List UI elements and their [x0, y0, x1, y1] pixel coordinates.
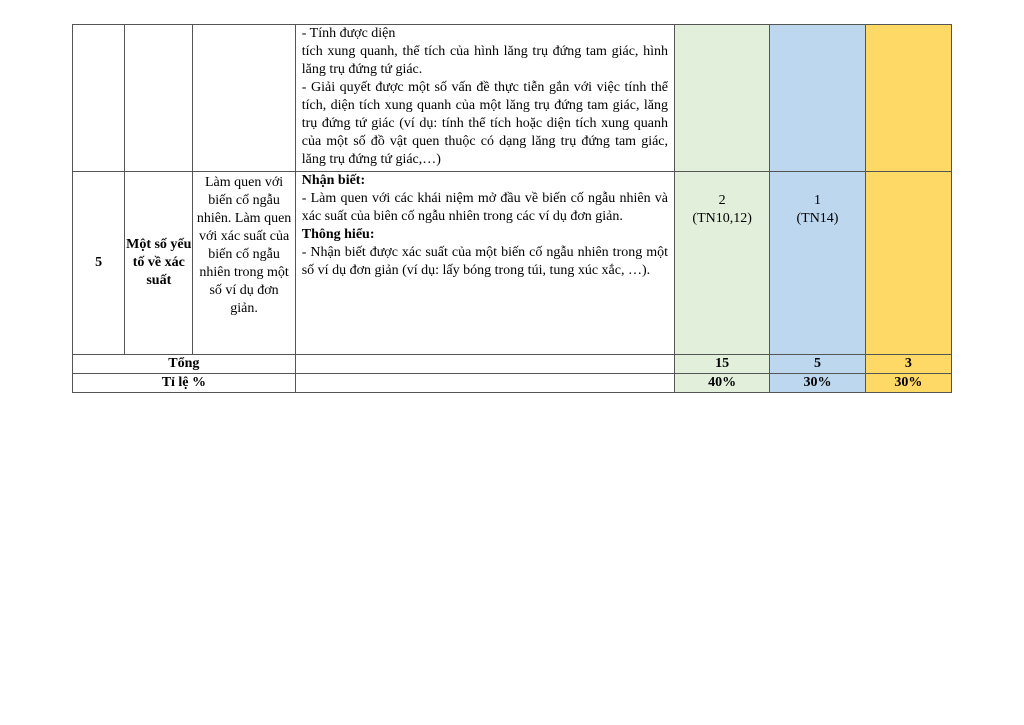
requirement-line: - Nhận biết được xác suất của một biến cố ngẫu nhiên trong một số ví dụ đơn giản (ví dụ: lấy bóng trong túi, tung xúc xắc, …). — [301, 245, 669, 278]
level3-cell — [865, 172, 951, 355]
level1-cell — [675, 25, 770, 172]
total-label: Tổng — [73, 355, 296, 374]
percent-level1: 40% — [675, 374, 770, 393]
requirement-line: tích xung quanh, thể tích của hình lăng trụ đứng tam giác, hình lăng trụ đứng tứ giác. — [301, 44, 669, 77]
matrix-table — [72, 24, 952, 393]
level1-count: 2 — [718, 193, 726, 208]
total-level3: 3 — [865, 355, 951, 374]
level2-cell — [770, 172, 865, 355]
total-level1: 15 — [675, 355, 770, 374]
topic-cell — [125, 25, 193, 172]
number-cell: 5 — [73, 172, 125, 355]
percent-level2: 30% — [770, 374, 865, 393]
total-level2: 5 — [770, 355, 865, 374]
level2-cell — [770, 25, 865, 172]
requirement-heading: Thông hiểu: — [301, 227, 375, 242]
percent-level3: 30% — [865, 374, 951, 393]
total-row — [73, 355, 952, 374]
requirement-line: - Làm quen với các khái niệm mở đầu về biến cố ngẫu nhiên và xác suất của biên cố ngẫu nhiên trong các ví dụ đơn giản. — [301, 191, 669, 224]
level1-ref: (TN10,12) — [692, 211, 752, 226]
percent-row — [73, 374, 952, 393]
percent-label: Tỉ lệ % — [73, 374, 296, 393]
requirement-cell — [295, 172, 674, 355]
requirement-line: - Tính được diện — [301, 26, 396, 41]
level1-cell — [675, 172, 770, 355]
percent-requirement-cell — [295, 374, 674, 393]
requirement-heading: Nhận biết: — [301, 173, 366, 188]
total-requirement-cell — [295, 355, 674, 374]
requirement-line: - Giải quyết được một số vấn đề thực tiễn gắn với việc tính thể tích, diện tích xung quanh của một lăng trụ đứng tam giác, lăng trụ đứng tứ giác (ví dụ: tính thể tích hoặc diện tích xung quanh của một số đồ vật quen thuộc có dạng lăng trụ đứng tam giác, lăng trụ đứng tứ giác,…) — [301, 80, 669, 167]
level3-cell — [865, 25, 951, 172]
topic-cell: Một số yếu tố về xác suất — [125, 172, 193, 355]
table-row — [73, 25, 952, 172]
content-cell: Làm quen với biến cố ngẫu nhiên. Làm quen với xác suất của biến cố ngẫu nhiên trong một số ví dụ đơn giản. — [193, 172, 295, 355]
number-cell — [73, 25, 125, 172]
content-cell — [193, 25, 295, 172]
level2-ref: (TN14) — [796, 211, 839, 226]
table-row — [73, 172, 952, 355]
level2-count: 1 — [813, 193, 821, 208]
requirement-cell — [295, 25, 674, 172]
